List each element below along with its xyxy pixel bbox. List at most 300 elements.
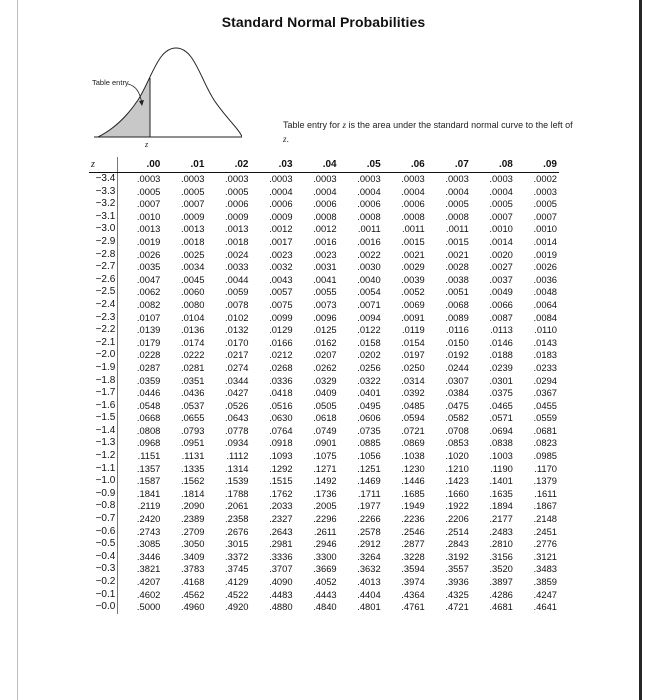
probability-cell: .0003 — [401, 173, 425, 184]
probability-cell: .0006 — [269, 198, 293, 210]
probability-cell: .0129 — [269, 324, 293, 336]
probability-cell: .0003 — [136, 173, 161, 184]
probability-cell: .2483 — [489, 525, 513, 537]
probability-cell: .0256 — [357, 361, 381, 373]
probability-cell: .0043 — [269, 273, 293, 285]
probability-cell: .0336 — [269, 374, 293, 386]
probability-cell: .4681 — [489, 601, 513, 613]
probability-cell: .0885 — [357, 437, 381, 449]
table-caption — [283, 118, 573, 146]
probability-cell: .0013 — [136, 223, 161, 235]
probability-cell: .1190 — [490, 462, 513, 474]
caption-text-3: . — [286, 134, 290, 144]
probability-cell: .0192 — [445, 349, 469, 361]
probability-cell: .0003 — [533, 185, 557, 197]
probability-cell: .0038 — [445, 273, 469, 285]
probability-cell: .0174 — [180, 336, 205, 348]
z-value-cell: −1.4 — [89, 425, 118, 438]
z-column-header: z — [89, 157, 118, 173]
probability-cell: .0150 — [445, 336, 469, 348]
probability-cell: .1003 — [489, 450, 513, 462]
z-value-cell: −2.9 — [89, 236, 118, 249]
probability-cell: .0384 — [445, 387, 469, 399]
probability-cell: .0606 — [357, 412, 381, 424]
probability-cell: .0749 — [313, 424, 337, 436]
probability-cell: .4052 — [313, 576, 337, 587]
probability-cell: .3936 — [445, 576, 469, 587]
z-value-cell: −2.0 — [89, 349, 118, 362]
probability-cell: .0003 — [445, 173, 469, 184]
z-value-cell: −0.4 — [89, 551, 118, 564]
probability-cell: .4443 — [313, 588, 337, 600]
z-value-cell: −1.0 — [89, 475, 118, 488]
probability-cell: .0018 — [180, 235, 205, 247]
figure-z-label: z — [145, 140, 149, 149]
probability-cell: .3669 — [313, 563, 337, 575]
probability-cell: .1736 — [313, 487, 337, 499]
probability-cell: .0012 — [313, 223, 337, 235]
z-value-cell: −0.0 — [89, 601, 118, 614]
probability-cell: .2451 — [533, 525, 557, 537]
probability-cell: .0934 — [225, 437, 249, 449]
probability-cell: .0427 — [225, 387, 249, 399]
probability-cell: .0054 — [357, 286, 381, 298]
probability-cell: .0401 — [357, 387, 381, 399]
probability-cell: .0003 — [489, 173, 513, 184]
probability-cell: .0028 — [445, 261, 469, 273]
probability-cell: .0125 — [313, 324, 337, 336]
probability-cell: .0281 — [180, 361, 205, 373]
probability-cell: .0681 — [533, 424, 557, 436]
probability-cell: .1292 — [269, 462, 293, 474]
probability-cell: .1251 — [357, 462, 381, 474]
table-row — [89, 475, 559, 488]
table-row — [89, 576, 559, 589]
probability-cell: .0537 — [180, 399, 205, 411]
probability-cell: .0838 — [489, 437, 513, 449]
z-value-cell: −2.7 — [89, 261, 118, 274]
probability-cell: .4168 — [180, 576, 205, 587]
probability-cell: .1977 — [357, 500, 381, 512]
probability-cell: .0778 — [225, 424, 249, 436]
probability-cell: .3300 — [313, 550, 337, 562]
probability-cell: .0202 — [357, 349, 381, 361]
probability-cell: .0027 — [489, 261, 513, 273]
probability-cell: .0262 — [313, 361, 337, 373]
probability-cell: .1151 — [137, 450, 161, 462]
probability-cell: .1515 — [269, 475, 293, 487]
probability-cell: .0244 — [445, 361, 469, 373]
probability-cell: .0166 — [269, 336, 293, 348]
probability-cell: .0099 — [269, 311, 293, 323]
probability-cell: .1020 — [445, 450, 469, 462]
probability-cell: .0014 — [533, 235, 557, 247]
probability-cell: .0179 — [136, 336, 161, 348]
probability-cell: .0068 — [445, 298, 469, 310]
table-row — [89, 349, 559, 362]
normal-curve-graphic — [92, 38, 242, 150]
z-value-cell: −3.4 — [89, 173, 118, 186]
probability-cell: .0021 — [401, 248, 425, 260]
probability-cell: .0002 — [533, 173, 557, 184]
probability-cell: .3821 — [136, 563, 161, 575]
probability-cell: .2005 — [313, 500, 337, 512]
probability-cell: .0314 — [401, 374, 425, 386]
probability-cell: .0032 — [269, 261, 293, 273]
table-row — [89, 223, 559, 236]
probability-cell: .0274 — [225, 361, 249, 373]
probability-cell: .0329 — [313, 374, 337, 386]
column-header: .08 — [471, 157, 515, 173]
probability-cell: .0036 — [533, 273, 557, 285]
probability-cell: .0084 — [533, 311, 557, 323]
probability-cell: .2843 — [445, 538, 469, 550]
probability-cell: .1335 — [180, 462, 205, 474]
probability-cell: .4761 — [401, 601, 425, 613]
probability-cell: .0485 — [401, 399, 425, 411]
probability-cell: .1093 — [269, 450, 293, 462]
probability-table-container — [89, 157, 559, 614]
z-value-cell: −1.8 — [89, 375, 118, 388]
probability-cell: .2148 — [533, 513, 557, 525]
probability-cell: .2266 — [357, 513, 381, 525]
caption-z-2: z — [283, 134, 287, 144]
probability-cell: .0005 — [533, 198, 557, 210]
probability-cell: .1038 — [401, 450, 425, 462]
probability-cell: .1660 — [445, 487, 469, 499]
z-value-cell: −1.9 — [89, 362, 118, 375]
probability-cell: .0655 — [180, 412, 205, 424]
probability-cell: .3974 — [401, 576, 425, 587]
probability-cell: .2514 — [445, 525, 469, 537]
probability-cell: .0668 — [136, 412, 161, 424]
probability-cell: .3156 — [489, 550, 513, 562]
probability-cell: .0016 — [313, 235, 337, 247]
probability-cell: .4207 — [136, 576, 161, 587]
probability-cell: .4325 — [445, 588, 469, 600]
probability-cell: .0122 — [357, 324, 381, 336]
table-row — [89, 173, 559, 186]
table-row — [89, 437, 559, 450]
probability-cell: .0359 — [136, 374, 161, 386]
table-row — [89, 324, 559, 337]
table-row — [89, 198, 559, 211]
probability-cell: .1357 — [136, 462, 161, 474]
probability-cell: .0009 — [180, 210, 205, 222]
probability-cell: .0104 — [180, 311, 205, 323]
probability-cell: .0015 — [401, 235, 425, 247]
z-value-cell: −3.3 — [89, 186, 118, 199]
probability-cell: .2946 — [313, 538, 337, 550]
probability-cell: .0007 — [489, 210, 513, 222]
probability-cell: .3050 — [180, 538, 205, 550]
z-value-cell: −0.2 — [89, 576, 118, 589]
probability-cell: .0004 — [269, 185, 293, 197]
probability-cell: .1210 — [445, 462, 469, 474]
probability-cell: .0968 — [136, 437, 161, 449]
probability-cell: .0080 — [180, 298, 205, 310]
probability-cell: .4286 — [489, 588, 513, 600]
probability-cell: .2643 — [269, 525, 293, 537]
table-row — [89, 450, 559, 463]
probability-cell: .0047 — [136, 273, 161, 285]
probability-cell: .0089 — [445, 311, 469, 323]
table-row — [89, 513, 559, 526]
table-row — [89, 412, 559, 425]
probability-cell: .0287 — [136, 361, 161, 373]
probability-cell: .0069 — [401, 298, 425, 310]
z-value-cell: −1.2 — [89, 450, 118, 463]
table-row — [89, 249, 559, 262]
probability-cell: .0062 — [136, 286, 161, 298]
probability-cell: .1401 — [489, 475, 513, 487]
table-row — [89, 526, 559, 539]
z-value-cell: −2.4 — [89, 299, 118, 312]
probability-cell: .1230 — [401, 462, 425, 474]
probability-cell: .0024 — [225, 248, 249, 260]
probability-cell: .0823 — [533, 437, 557, 449]
probability-cell: .0217 — [225, 349, 249, 361]
table-row — [89, 236, 559, 249]
probability-cell: .0019 — [533, 248, 557, 260]
probability-cell: .0694 — [489, 424, 513, 436]
probability-cell: .4602 — [136, 588, 161, 600]
normal-curve-figure — [92, 38, 242, 150]
probability-cell: .0110 — [534, 324, 557, 336]
probability-cell: .0087 — [489, 311, 513, 323]
probability-cell: .0268 — [269, 361, 293, 373]
probability-cell: .0020 — [489, 248, 513, 260]
probability-cell: .1587 — [136, 475, 161, 487]
probability-cell: .0307 — [445, 374, 469, 386]
z-value-cell: −2.8 — [89, 249, 118, 262]
probability-cell: .0051 — [445, 286, 469, 298]
probability-cell: .3859 — [533, 576, 557, 587]
probability-cell: .0793 — [180, 424, 205, 436]
column-header: .06 — [383, 157, 427, 173]
probability-cell: .0113 — [490, 324, 513, 336]
probability-cell: .3483 — [533, 563, 557, 575]
probability-cell: .3121 — [533, 550, 557, 562]
probability-cell: .2389 — [180, 513, 205, 525]
probability-cell: .0158 — [357, 336, 381, 348]
probability-cell: .0057 — [269, 286, 293, 298]
table-body — [89, 173, 559, 614]
column-header: .02 — [206, 157, 250, 173]
probability-cell: .2981 — [269, 538, 293, 550]
probability-cell: .0059 — [225, 286, 249, 298]
probability-cell: .4090 — [269, 576, 293, 587]
probability-cell: .1788 — [225, 487, 249, 499]
probability-cell: .1492 — [313, 475, 337, 487]
probability-cell: .0764 — [269, 424, 293, 436]
probability-cell: .0869 — [401, 437, 425, 449]
probability-cell: .0708 — [445, 424, 469, 436]
probability-cell: .4013 — [357, 576, 381, 587]
probability-cell: .0139 — [136, 324, 161, 336]
probability-cell: .0039 — [401, 273, 425, 285]
z-value-cell: −1.6 — [89, 400, 118, 413]
z-value-cell: −2.5 — [89, 286, 118, 299]
probability-cell: .0183 — [533, 349, 557, 361]
probability-cell: .1685 — [401, 487, 425, 499]
probability-cell: .3446 — [136, 550, 161, 562]
probability-cell: .0136 — [180, 324, 205, 336]
probability-cell: .0003 — [225, 173, 249, 184]
probability-cell: .0212 — [269, 349, 293, 361]
probability-cell: .0526 — [225, 399, 249, 411]
probability-cell: .0594 — [401, 412, 425, 424]
probability-cell: .0301 — [489, 374, 513, 386]
probability-cell: .0055 — [313, 286, 337, 298]
probability-cell: .0010 — [136, 210, 161, 222]
probability-cell: .0436 — [180, 387, 205, 399]
probability-cell: .1131 — [181, 450, 205, 462]
probability-cell: .0071 — [357, 298, 381, 310]
probability-cell: .0735 — [357, 424, 381, 436]
probability-cell: .0901 — [313, 437, 337, 449]
probability-cell: .0017 — [269, 235, 293, 247]
probability-cell: .2912 — [357, 538, 381, 550]
probability-cell: .0197 — [401, 349, 425, 361]
probability-cell: .0495 — [357, 399, 381, 411]
probability-cell: .0119 — [401, 324, 425, 336]
probability-cell: .3264 — [357, 550, 381, 562]
probability-cell: .3632 — [357, 563, 381, 575]
probability-cell: .2296 — [313, 513, 337, 525]
probability-cell: .0446 — [136, 387, 161, 399]
probability-cell: .1894 — [489, 500, 513, 512]
probability-cell: .0367 — [533, 387, 557, 399]
caption-text-2: is the area under the standard normal curve to the left of — [346, 120, 573, 130]
probability-cell: .0003 — [357, 173, 381, 184]
probability-cell: .1314 — [225, 462, 249, 474]
probability-cell: .0026 — [136, 248, 161, 260]
probability-cell: .0808 — [136, 424, 161, 436]
z-value-cell: −3.0 — [89, 223, 118, 236]
probability-cell: .0035 — [136, 261, 161, 273]
probability-cell: .1379 — [533, 475, 557, 487]
right-page-border — [639, 0, 642, 700]
table-row — [89, 337, 559, 350]
table-row — [89, 186, 559, 199]
probability-cell: .1271 — [313, 462, 337, 474]
probability-cell: .0170 — [225, 336, 249, 348]
probability-cell: .1814 — [180, 487, 205, 499]
probability-cell: .0409 — [313, 387, 337, 399]
probability-cell: .2177 — [489, 513, 513, 525]
probability-cell: .3557 — [445, 563, 469, 575]
z-value-cell: −2.1 — [89, 337, 118, 350]
probability-cell: .0034 — [180, 261, 205, 273]
probability-cell: .0005 — [136, 185, 161, 197]
table-row — [89, 551, 559, 564]
probability-cell: .0029 — [401, 261, 425, 273]
probability-cell: .0060 — [180, 286, 205, 298]
probability-cell: .0013 — [225, 223, 249, 235]
probability-cell: .1562 — [180, 475, 205, 487]
probability-cell: .0030 — [357, 261, 381, 273]
probability-cell: .3783 — [180, 563, 205, 575]
probability-cell: .0006 — [357, 198, 381, 210]
probability-cell: .4880 — [269, 601, 293, 613]
probability-cell: .4522 — [225, 588, 249, 600]
probability-cell: .0102 — [225, 311, 249, 323]
probability-cell: .0721 — [401, 424, 425, 436]
probability-cell: .0094 — [357, 311, 381, 323]
probability-cell: .0985 — [533, 450, 557, 462]
z-value-cell: −1.5 — [89, 412, 118, 425]
probability-cell: .0418 — [269, 387, 293, 399]
probability-cell: .3594 — [401, 563, 425, 575]
z-value-cell: −2.2 — [89, 324, 118, 337]
probability-cell: .0294 — [533, 374, 557, 386]
probability-table — [89, 157, 559, 614]
probability-cell: .0066 — [489, 298, 513, 310]
probability-cell: .0073 — [313, 298, 337, 310]
probability-cell: .4247 — [533, 588, 557, 600]
probability-cell: .0040 — [357, 273, 381, 285]
page-title: Standard Normal Probabilities — [221, 14, 426, 30]
probability-cell: .0630 — [269, 412, 293, 424]
probability-cell: .0052 — [401, 286, 425, 298]
table-row — [89, 387, 559, 400]
column-header: .05 — [339, 157, 383, 173]
z-value-cell: −3.1 — [89, 211, 118, 224]
probability-cell: .0033 — [225, 261, 249, 273]
probability-cell: .0250 — [401, 361, 425, 373]
probability-cell: .3228 — [401, 550, 425, 562]
z-value-cell: −0.1 — [89, 589, 118, 602]
probability-cell: .3897 — [489, 576, 513, 587]
probability-cell: .0571 — [489, 412, 513, 424]
probability-cell: .2090 — [180, 500, 205, 512]
probability-cell: .0951 — [180, 437, 205, 449]
probability-cell: .0031 — [313, 261, 337, 273]
probability-cell: .0025 — [180, 248, 205, 260]
probability-cell: .0228 — [136, 349, 161, 361]
probability-cell: .0013 — [180, 223, 205, 235]
probability-cell: .0008 — [401, 210, 425, 222]
probability-cell: .0023 — [313, 248, 337, 260]
probability-cell: .3520 — [489, 563, 513, 575]
probability-cell: .0011 — [401, 223, 425, 235]
probability-cell: .0233 — [533, 361, 557, 373]
table-row — [89, 425, 559, 438]
column-header: .00 — [118, 157, 163, 173]
probability-cell: .4960 — [180, 601, 205, 613]
probability-cell: .3707 — [269, 563, 293, 575]
probability-cell: .4483 — [269, 588, 293, 600]
probability-cell: .3015 — [225, 538, 249, 550]
probability-cell: .0222 — [180, 349, 205, 361]
probability-cell: .0643 — [225, 412, 249, 424]
probability-cell: .5000 — [136, 601, 161, 613]
probability-cell: .1539 — [225, 475, 249, 487]
probability-cell: .0005 — [445, 198, 469, 210]
table-entry-label: Table entry — [92, 78, 129, 87]
probability-cell: .0091 — [401, 311, 425, 323]
probability-cell: .0082 — [136, 298, 161, 310]
probability-cell: .1762 — [269, 487, 293, 499]
probability-cell: .2709 — [180, 525, 205, 537]
probability-cell: .0004 — [401, 185, 425, 197]
column-header: .09 — [515, 157, 559, 173]
probability-cell: .4129 — [225, 576, 249, 587]
probability-cell: .0011 — [357, 223, 381, 235]
probability-cell: .4562 — [180, 588, 205, 600]
probability-cell: .0239 — [489, 361, 513, 373]
